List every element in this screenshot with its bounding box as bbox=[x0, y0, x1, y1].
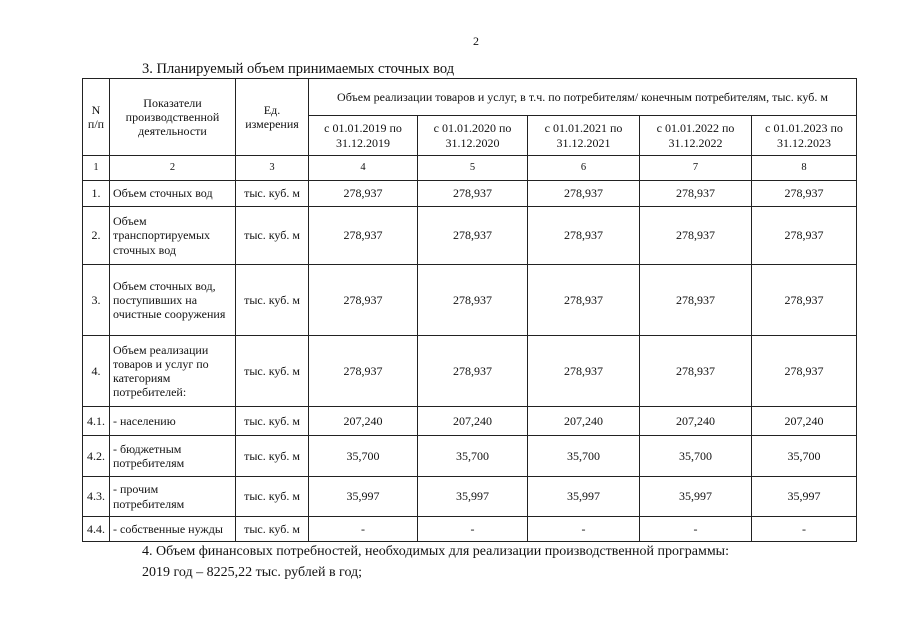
table-row bbox=[83, 477, 857, 517]
row-value: 278,937 bbox=[309, 181, 418, 207]
row-unit: тыс. куб. м bbox=[236, 477, 309, 517]
row-unit: тыс. куб. м bbox=[236, 336, 309, 407]
row-value: - bbox=[309, 517, 418, 542]
row-indicator: Объем сточных вод bbox=[110, 181, 236, 207]
row-value: 35,997 bbox=[418, 477, 528, 517]
header-group: Объем реализации товаров и услуг, в т.ч. по потребителям/ конечным потребителям, тыс. куб. м bbox=[309, 79, 857, 116]
row-number: 4.3. bbox=[83, 477, 110, 517]
row-value: - bbox=[418, 517, 528, 542]
row-value: 35,997 bbox=[309, 477, 418, 517]
row-unit: тыс. куб. м bbox=[236, 517, 309, 542]
row-value: - bbox=[752, 517, 857, 542]
row-value: 278,937 bbox=[309, 207, 418, 265]
column-number: 2 bbox=[110, 156, 236, 181]
column-number: 6 bbox=[528, 156, 640, 181]
header-num: N п/п bbox=[83, 79, 110, 156]
row-number: 4.2. bbox=[83, 436, 110, 477]
row-unit: тыс. куб. м bbox=[236, 181, 309, 207]
row-number: 4. bbox=[83, 336, 110, 407]
table-row bbox=[83, 336, 857, 407]
row-value: 278,937 bbox=[640, 265, 752, 336]
row-value: 35,700 bbox=[752, 436, 857, 477]
table-row bbox=[83, 407, 857, 436]
row-value: 35,997 bbox=[528, 477, 640, 517]
header-period-2019: с 01.01.2019 по 31.12.2019 bbox=[309, 116, 418, 156]
row-unit: тыс. куб. м bbox=[236, 436, 309, 477]
row-value: 278,937 bbox=[752, 336, 857, 407]
row-value: - bbox=[640, 517, 752, 542]
section-title: 3. Планируемый объем принимаемых сточных вод bbox=[142, 61, 455, 77]
column-number-row bbox=[83, 156, 857, 181]
row-value: 207,240 bbox=[418, 407, 528, 436]
row-value: 35,997 bbox=[752, 477, 857, 517]
financial-needs-2019: 2019 год – 8225,22 тыс. рублей в год; bbox=[142, 565, 363, 580]
row-value: 278,937 bbox=[418, 336, 528, 407]
row-value: 207,240 bbox=[640, 407, 752, 436]
header-indicators: Показатели производственной деятельности bbox=[110, 79, 236, 156]
header-period-2023: с 01.01.2023 по 31.12.2023 bbox=[752, 116, 857, 156]
header-unit: Ед. измерения bbox=[236, 79, 309, 156]
row-value: 278,937 bbox=[528, 181, 640, 207]
row-value: 278,937 bbox=[640, 336, 752, 407]
row-value: 278,937 bbox=[752, 207, 857, 265]
row-indicator: - населению bbox=[110, 407, 236, 436]
column-number: 3 bbox=[236, 156, 309, 181]
row-value: 278,937 bbox=[418, 207, 528, 265]
row-value: 207,240 bbox=[309, 407, 418, 436]
row-value: 278,937 bbox=[528, 265, 640, 336]
row-indicator: Объем реализации товаров и услуг по категориям потребителей: bbox=[110, 336, 236, 407]
table-row bbox=[83, 181, 857, 207]
column-number: 4 bbox=[309, 156, 418, 181]
row-number: 1. bbox=[83, 181, 110, 207]
row-number: 4.1. bbox=[83, 407, 110, 436]
row-indicator: - бюджетным потребителям bbox=[110, 436, 236, 477]
row-value: 278,937 bbox=[418, 181, 528, 207]
row-value: 207,240 bbox=[752, 407, 857, 436]
row-value: 278,937 bbox=[309, 265, 418, 336]
row-value: 278,937 bbox=[752, 265, 857, 336]
row-value: 35,700 bbox=[309, 436, 418, 477]
page-number: 2 bbox=[473, 34, 479, 48]
row-value: 207,240 bbox=[528, 407, 640, 436]
table-row bbox=[83, 207, 857, 265]
row-value: 35,700 bbox=[528, 436, 640, 477]
header-period-2021: с 01.01.2021 по 31.12.2021 bbox=[528, 116, 640, 156]
row-value: 278,937 bbox=[640, 207, 752, 265]
row-number: 3. bbox=[83, 265, 110, 336]
header-period-2020: с 01.01.2020 по 31.12.2020 bbox=[418, 116, 528, 156]
header-period-2022: с 01.01.2022 по 31.12.2022 bbox=[640, 116, 752, 156]
row-value: 278,937 bbox=[418, 265, 528, 336]
row-unit: тыс. куб. м bbox=[236, 407, 309, 436]
row-unit: тыс. куб. м bbox=[236, 265, 309, 336]
row-value: 35,700 bbox=[418, 436, 528, 477]
row-value: - bbox=[528, 517, 640, 542]
table-row bbox=[83, 265, 857, 336]
row-indicator: - прочим потребителям bbox=[110, 477, 236, 517]
row-value: 278,937 bbox=[752, 181, 857, 207]
row-indicator: Объем транспортируемых сточных вод bbox=[110, 207, 236, 265]
row-unit: тыс. куб. м bbox=[236, 207, 309, 265]
financial-needs-heading: 4. Объем финансовых потребностей, необходимых для реализации производственной программы: bbox=[142, 544, 729, 559]
row-indicator: Объем сточных вод, поступивших на очистные сооружения bbox=[110, 265, 236, 336]
table-row bbox=[83, 517, 857, 542]
row-value: 278,937 bbox=[528, 207, 640, 265]
column-number: 5 bbox=[418, 156, 528, 181]
table-row bbox=[83, 436, 857, 477]
row-number: 4.4. bbox=[83, 517, 110, 542]
row-value: 35,997 bbox=[640, 477, 752, 517]
row-value: 278,937 bbox=[309, 336, 418, 407]
column-number: 1 bbox=[83, 156, 110, 181]
row-value: 278,937 bbox=[528, 336, 640, 407]
column-number: 8 bbox=[752, 156, 857, 181]
row-number: 2. bbox=[83, 207, 110, 265]
row-value: 35,700 bbox=[640, 436, 752, 477]
row-indicator: - собственные нужды bbox=[110, 517, 236, 542]
wastewater-volume-table bbox=[82, 78, 857, 542]
column-number: 7 bbox=[640, 156, 752, 181]
row-value: 278,937 bbox=[640, 181, 752, 207]
